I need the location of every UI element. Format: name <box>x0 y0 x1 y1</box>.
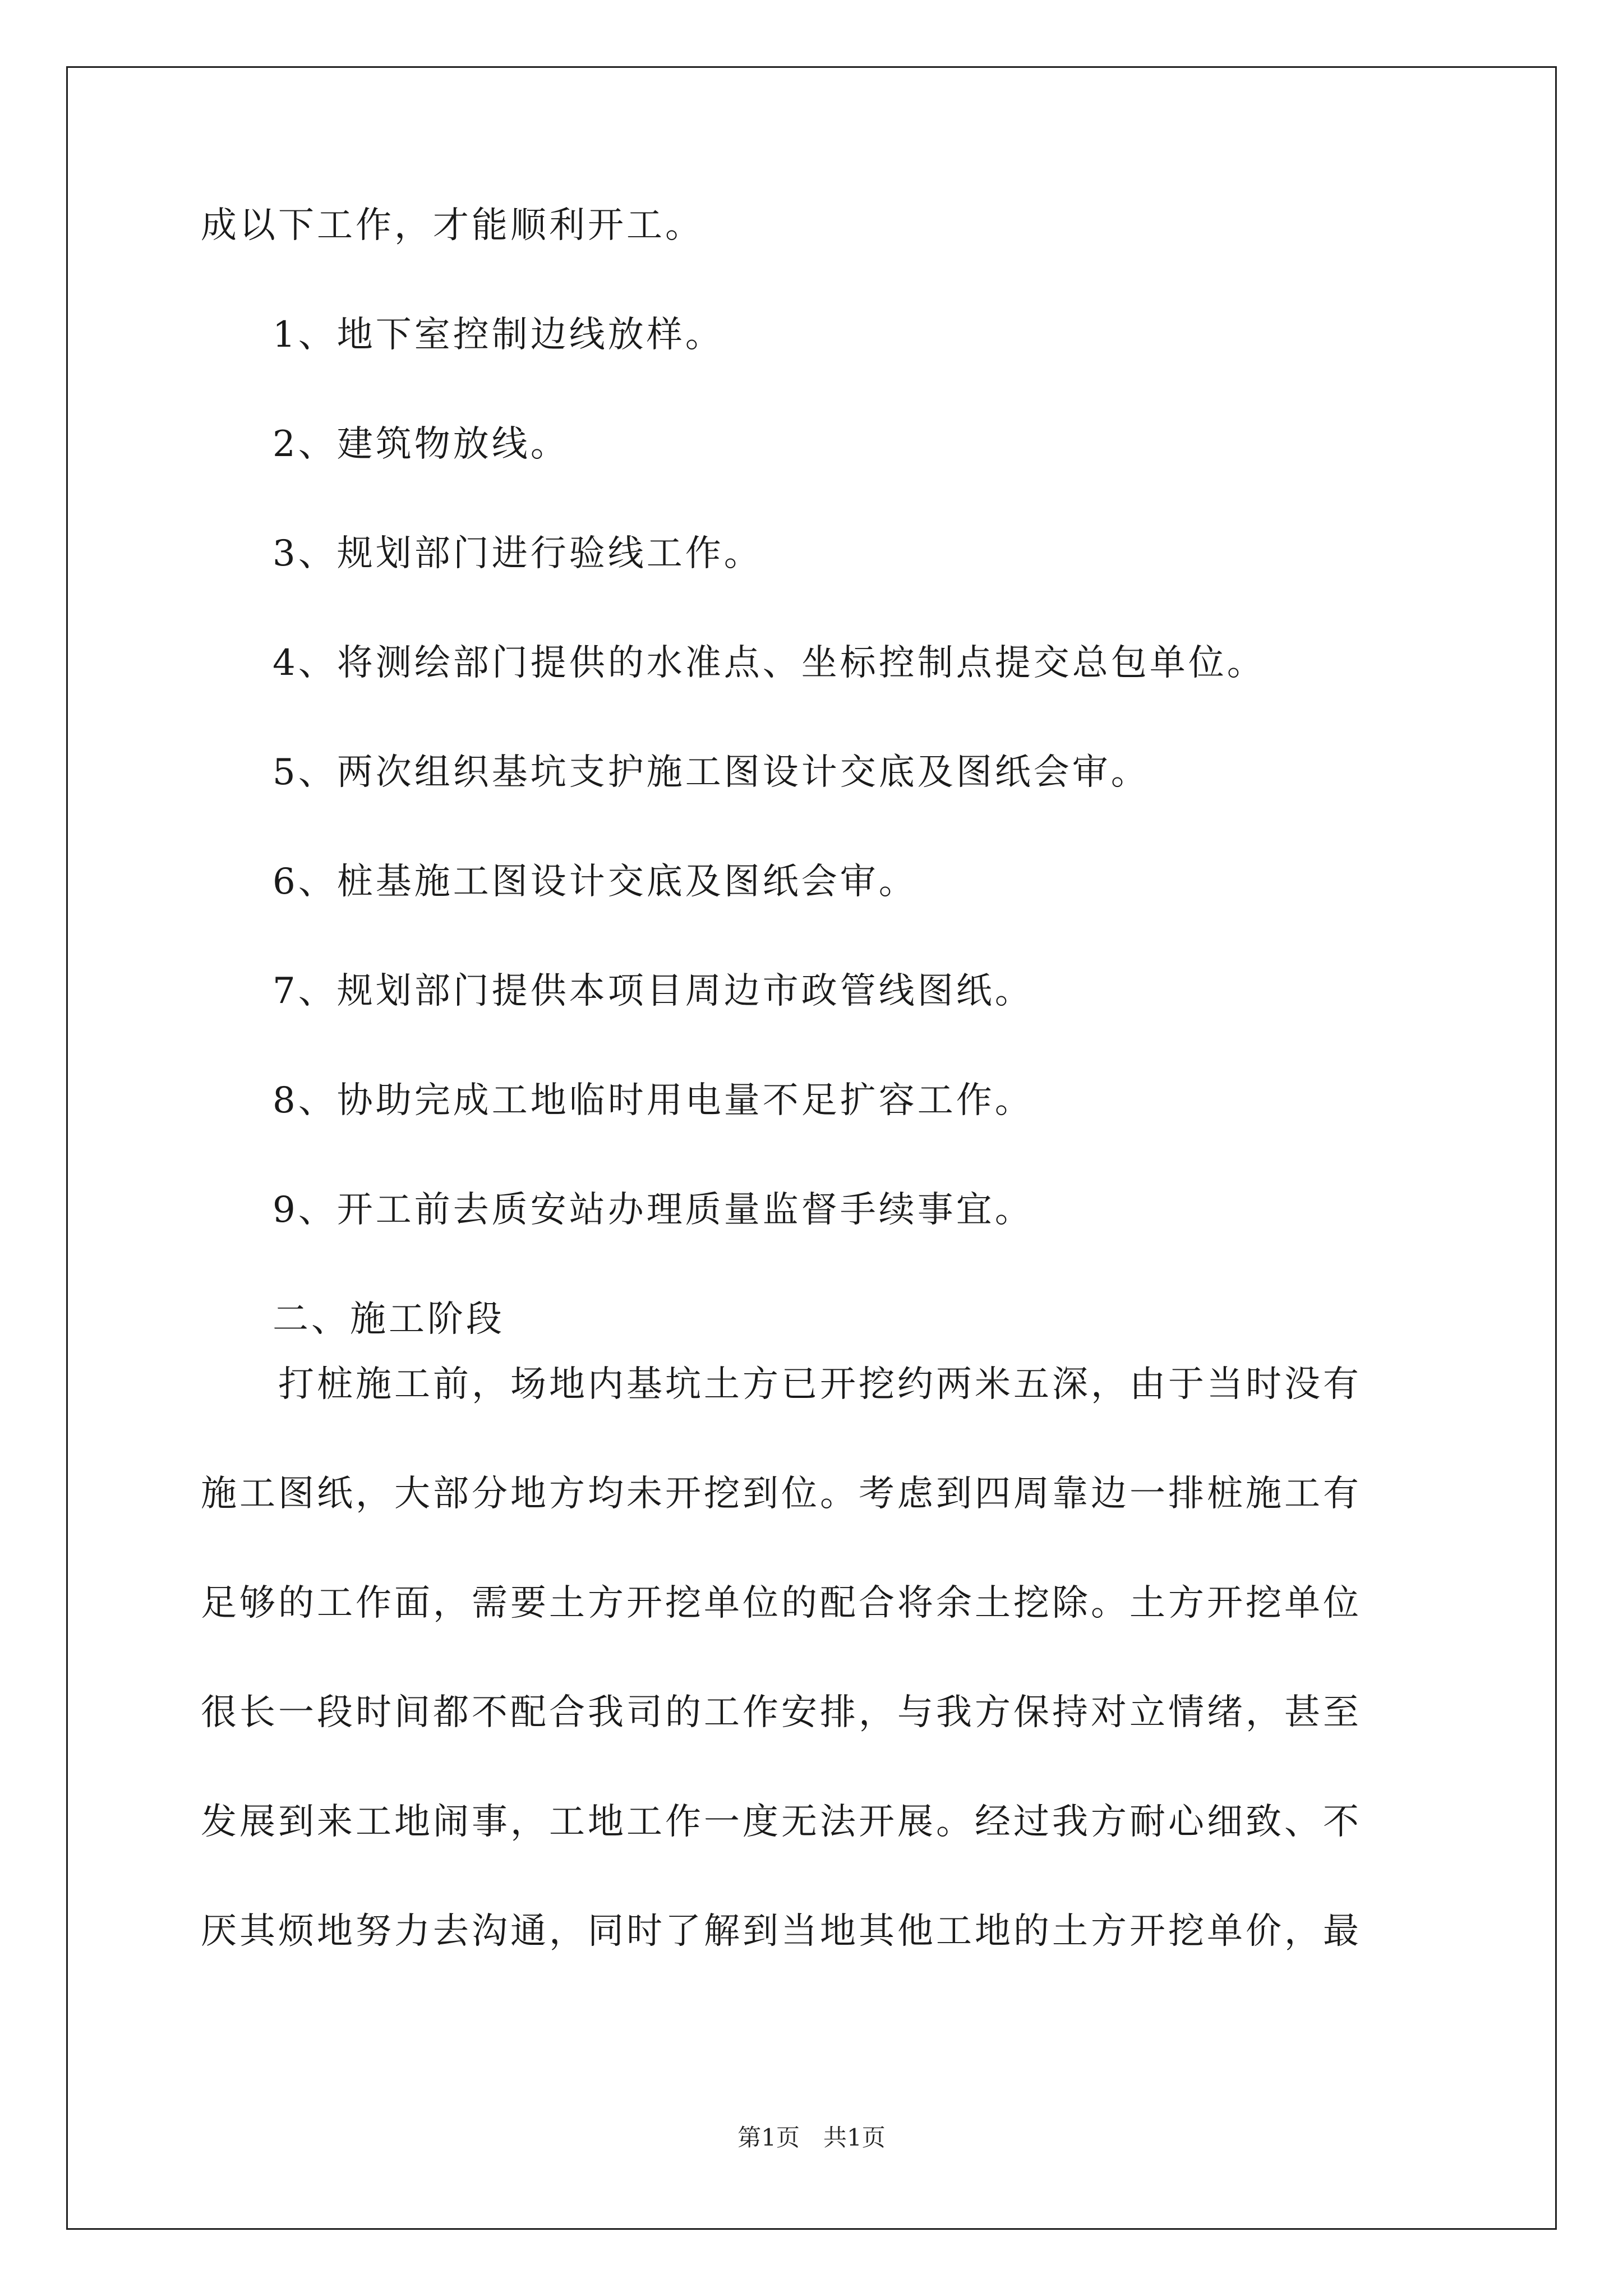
body-line: 足够的工作面，需要土方开挖单位的配合将余土挖除。土方开挖单位 <box>201 1582 1362 1624</box>
document-body <box>201 205 1423 1411</box>
body-line: 施工图纸，大部分地方均未开挖到位。考虑到四周靠边一排桩施工有 <box>201 1473 1362 1515</box>
list-item: 4、将测绘部门提供的水准点、坐标控制点提交总包单位。 <box>273 642 1266 684</box>
list-item: 8、协助完成工地临时用电量不足扩容工作。 <box>273 1080 1034 1121</box>
section-heading: 二、施工阶段 <box>273 1299 505 1340</box>
list-item: 5、两次组织基坑支护施工图设计交底及图纸会审。 <box>273 752 1150 793</box>
body-line: 很长一段时间都不配合我司的工作安排，与我方保持对立情绪，甚至 <box>201 1692 1362 1733</box>
body-paragraph <box>201 1366 1435 2023</box>
paragraph-line: 成以下工作，才能顺利开工。 <box>201 205 704 246</box>
list-item: 1、地下室控制边线放样。 <box>273 314 724 356</box>
list-item: 6、桩基施工图设计交底及图纸会审。 <box>273 861 917 903</box>
body-line: 厌其烦地努力去沟通，同时了解到当地其他工地的土方开挖单价，最 <box>201 1911 1362 1952</box>
body-line: 打桩施工前，场地内基坑土方已开挖约两米五深，由于当时没有 <box>201 1364 1362 1405</box>
list-item: 7、规划部门提供本项目周边市政管线图纸。 <box>273 970 1034 1012</box>
list-item: 9、开工前去质安站办理质量监督手续事宜。 <box>273 1189 1034 1231</box>
list-item: 2、建筑物放线。 <box>273 424 569 465</box>
body-line: 发展到来工地闹事，工地工作一度无法开展。经过我方耐心细致、不 <box>201 1801 1362 1843</box>
list-item: 3、规划部门进行验线工作。 <box>273 533 763 574</box>
page-footer: 第1页 共1页 <box>737 2124 886 2151</box>
